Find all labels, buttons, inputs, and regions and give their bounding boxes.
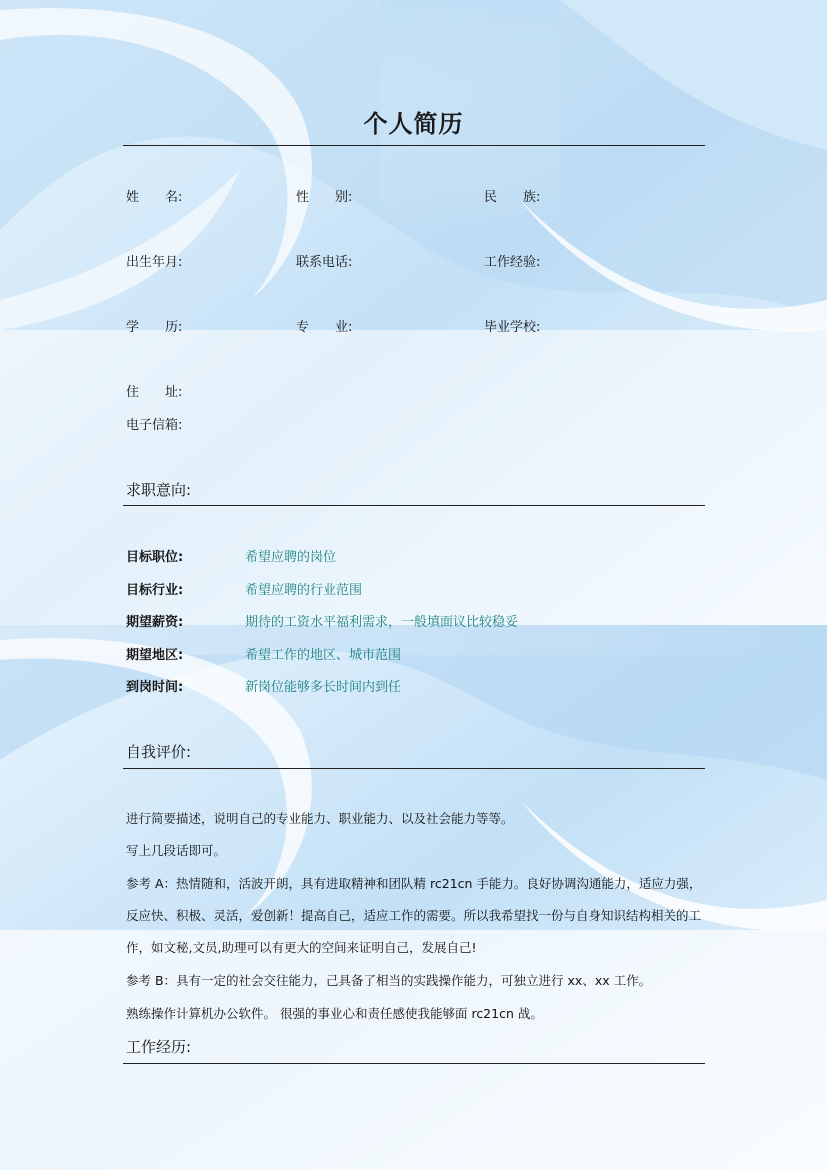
intent-key: 期望薪资: [126,615,184,630]
experience-label: 工作经验: [484,255,541,270]
intent-row [126,579,686,597]
self-eval-line: 作，如文秘,文员,助理可以有更大的空间来证明自己，发展自己! [126,940,477,955]
self-eval-line: 进行简要描述，说明自己的专业能力、职业能力、以及社会能力等等。 [126,811,514,826]
intent-value: 希望工作的地区、城市范围 [245,648,402,663]
intent-key: 目标职位: [126,550,184,565]
work-heading: 工作经历: [126,1038,192,1056]
intent-value: 希望应聘的岗位 [245,550,337,565]
education-label: 学 历: [126,320,183,335]
email-label: 电子信箱: [126,418,183,433]
intent-row [126,644,686,662]
work-divider [123,1063,705,1064]
intent-key: 目标行业: [126,583,184,598]
intent-value: 希望应聘的行业范围 [245,583,363,598]
intent-row [126,611,686,629]
intent-value: 新岗位能够多长时间内到任 [245,680,402,695]
intent-divider [123,505,705,506]
intent-row [126,676,686,694]
gender-label: 性 别: [296,190,353,205]
major-label: 专 业: [296,320,353,335]
self-eval-line: 写上几段话即可。 [126,843,227,858]
self-eval-line: 参考 A：热情随和，活波开朗，具有进取精神和团队精 rc21cn 手能力。良好协调沟通能力，适应力强， [126,876,702,891]
title-divider [123,145,705,146]
page-title: 个人简历 [363,110,464,138]
self-eval-line: 参考 B：具有一定的社会交往能力，己具备了相当的实践操作能力，可独立进行 xx、xx 工作。 [126,973,652,988]
intent-key: 期望地区: [126,648,184,663]
address-label: 住 址: [126,385,183,400]
ethnicity-label: 民 族: [484,190,541,205]
intent-key: 到岗时间: [126,680,184,695]
intent-row [126,546,686,564]
phone-label: 联系电话: [296,255,353,270]
self-eval-heading: 自我评价: [126,743,192,761]
name-label: 姓 名: [126,190,183,205]
self-eval-line: 反应快、积极、灵活，爱创新！提高自己，适应工作的需要。所以我希望找一份与自身知识结构相关的工 [126,908,702,923]
self-eval-line: 熟练操作计算机办公软件。 很强的事业心和责任感使我能够面 rc21cn 战。 [126,1006,543,1021]
intent-heading: 求职意向: [126,481,192,499]
birth-label: 出生年月: [126,255,183,270]
intent-value: 期待的工资水平福利需求，一般填面议比较稳妥 [245,615,519,630]
self-eval-divider [123,768,705,769]
school-label: 毕业学校: [484,320,541,335]
